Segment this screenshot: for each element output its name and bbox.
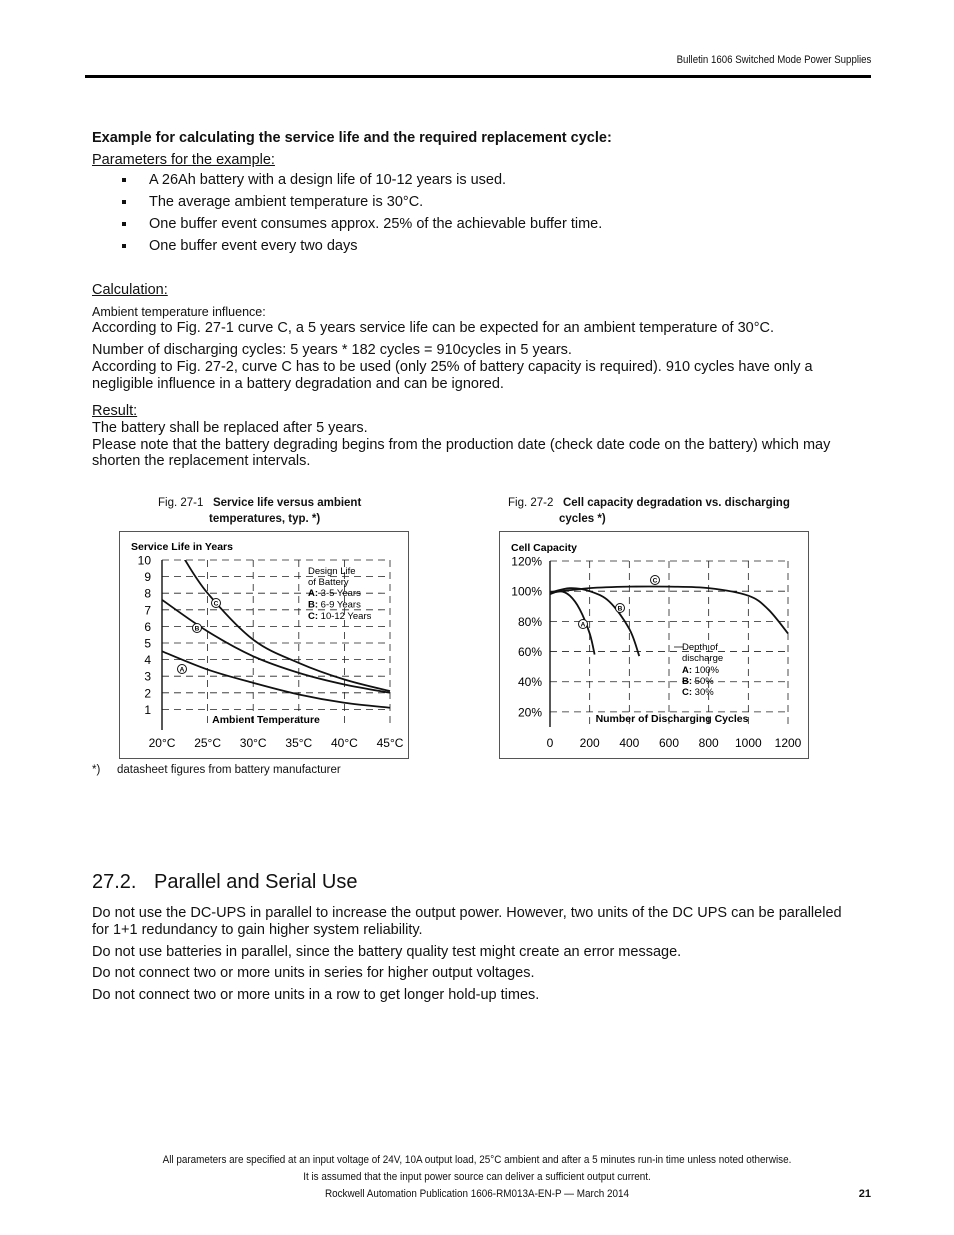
chart1-badge-label-C: C: [213, 600, 219, 608]
chart2-badge-label-C: C: [652, 577, 658, 585]
fig1-title: Service life versus ambient: [212, 497, 362, 509]
x-tick-label: 20°C: [148, 736, 176, 750]
chart-title: Cell Capacity: [511, 542, 577, 554]
x-tick-label: 1200: [774, 736, 802, 750]
calc-paragraph-2c: negligible influence in a battery degradation and can be ignored.: [92, 376, 504, 392]
y-tick-label: 60%: [517, 645, 542, 660]
example-heading: Example for calculating the service life and the required replacement cycle:: [92, 130, 612, 146]
chart1-badge-label-A: A: [179, 666, 185, 674]
list-item: A 26Ah battery with a design life of 10-12 years is used.: [92, 172, 602, 194]
section-heading: [92, 871, 357, 894]
legend-entry-b: B: 50%: [682, 676, 714, 687]
legend-title-line-1: Depth of: [682, 642, 718, 653]
y-tick-label: 40%: [517, 675, 542, 690]
legend-title-line-2: of Battery: [308, 577, 349, 588]
x-tick-label: 200: [579, 736, 600, 750]
bullet-icon: [122, 244, 126, 248]
list-item: One buffer event consumes approx. 25% of the achievable buffer time.: [92, 216, 602, 238]
y-tick-label: 3: [144, 669, 151, 684]
x-tick-label: 0: [546, 736, 554, 750]
x-tick-label: 600: [658, 736, 680, 750]
list-item: The average ambient temperature is 30°C.: [92, 194, 602, 216]
list-item: One buffer event every two days: [92, 238, 602, 260]
section-paragraph-1b: for 1+1 redundancy to gain higher system reliability.: [92, 922, 423, 938]
calc-paragraph-1: According to Fig. 27-1 curve C, a 5 years service life can be expected for an ambient temperature of 30°C.: [92, 320, 775, 336]
running-header: Bulletin 1606 Switched Mode Power Supplies: [676, 54, 871, 66]
footer-line-1: All parameters are specified at an input voltage of 24V, 10A output load, 25°C ambient and after a 5 minutes run-in time unless noted otherwise.: [162, 1154, 792, 1166]
x-tick-label: 1000: [734, 736, 762, 750]
x-axis-label: Number of Discharging Cycles: [595, 713, 749, 725]
fig2-title: Cell capacity degradation vs. discharging: [562, 497, 790, 509]
chart1-badge-label-B: B: [194, 625, 200, 633]
fig1-title-2: temperatures, typ. *): [209, 513, 321, 525]
params-label: Parameters for the example:: [92, 152, 275, 168]
y-tick-label: 10: [137, 553, 151, 568]
y-tick-label: 8: [144, 586, 151, 601]
calc-paragraph-2a: Number of discharging cycles: 5 years * 182 cycles = 910cycles in 5 years.: [92, 342, 572, 358]
footnote-mark: *): [92, 764, 101, 776]
service-life-chart-svg: [120, 532, 408, 758]
bullet-icon: [122, 178, 126, 182]
y-tick-label: 2: [144, 686, 151, 701]
x-tick-label: 800: [698, 736, 719, 750]
series-line-a: [550, 591, 595, 654]
footnote-text: datasheet figures from battery manufacturer: [117, 764, 341, 776]
header-rule: [85, 75, 871, 78]
fig2-number: Fig. 27-2: [508, 497, 554, 509]
y-tick-label: 6: [144, 619, 151, 634]
x-axis-label: Ambient Temperature: [212, 714, 320, 726]
y-tick-label: 7: [144, 603, 151, 618]
legend-entry-a: A: 3-5 Years: [308, 588, 361, 599]
y-tick-label: 20%: [517, 705, 542, 720]
calc-paragraph-2b: According to Fig. 27-2, curve C has to be used (only 25% of battery capacity is required). 910 cycles have only a: [92, 359, 813, 375]
legend-title-line-1: Design Life: [308, 566, 356, 577]
cell-capacity-chart: [499, 531, 809, 759]
y-tick-label: 9: [144, 570, 151, 585]
legend-title-line-2: discharge: [682, 653, 724, 664]
y-tick-label: 100%: [511, 584, 542, 599]
y-tick-label: 4: [144, 653, 151, 668]
result-line-1: The battery shall be replaced after 5 years.: [92, 420, 368, 436]
parameter-list: [92, 172, 602, 260]
y-tick-label: 5: [144, 636, 151, 651]
result-line-2: Please note that the battery degrading begins from the production date (check date code on the battery) which may: [92, 437, 831, 453]
fig2-caption: [508, 495, 790, 527]
x-tick-label: 40°C: [330, 736, 358, 750]
section-paragraph-3: Do not connect two or more units in series for higher output voltages.: [92, 965, 535, 981]
ambient-label: Ambient temperature influence:: [92, 305, 266, 319]
fig1-number: Fig. 27-1: [158, 497, 204, 509]
legend-entry-c: C: 10-12 Years: [308, 611, 372, 622]
x-tick-label: 400: [619, 736, 640, 750]
x-tick-label: 45°C: [376, 736, 404, 750]
chart2-badge-label-A: A: [580, 621, 586, 629]
fig1-caption: [158, 495, 361, 527]
chart2-badge-label-B: B: [617, 605, 623, 613]
legend-entry-c: C: 30%: [682, 687, 714, 698]
x-tick-label: 35°C: [285, 736, 313, 750]
footer-publication: Rockwell Automation Publication 1606-RM013A-EN-P — March 2014: [324, 1188, 630, 1200]
bullet-icon: [122, 222, 126, 226]
legend-entry-b: B: 6-9 Years: [308, 599, 361, 611]
footer-line-2: It is assumed that the input power source can deliver a sufficient output current.: [303, 1171, 651, 1183]
section-paragraph-1a: Do not use the DC-UPS in parallel to increase the output power. However, two units of the DC UPS can be paralleled: [92, 905, 842, 921]
calculation-label: Calculation:: [92, 282, 168, 298]
x-tick-label: 30°C: [239, 736, 267, 750]
y-tick-label: 80%: [517, 614, 542, 629]
legend-entry-a: A: 100%: [682, 665, 719, 676]
fig2-title-2: cycles *): [559, 513, 606, 525]
page-number: 21: [858, 1188, 871, 1200]
cell-capacity-chart-svg: [500, 532, 808, 758]
service-life-chart: [119, 531, 409, 759]
section-paragraph-4: Do not connect two or more units in a row to get longer hold-up times.: [92, 987, 540, 1003]
result-label: Result:: [92, 403, 138, 419]
result-line-3: shorten the replacement intervals.: [92, 453, 311, 469]
x-tick-label: 25°C: [194, 736, 222, 750]
y-tick-label: 1: [144, 702, 151, 717]
section-number: 27.2.: [92, 871, 137, 893]
chart-title: Service Life in Years: [131, 541, 233, 553]
bullet-icon: [122, 200, 126, 204]
section-title: Parallel and Serial Use: [154, 871, 358, 893]
y-tick-label: 120%: [511, 554, 542, 569]
series-line-b: [550, 588, 639, 656]
section-paragraph-2: Do not use batteries in parallel, since the battery quality test might create an error message.: [92, 944, 682, 960]
